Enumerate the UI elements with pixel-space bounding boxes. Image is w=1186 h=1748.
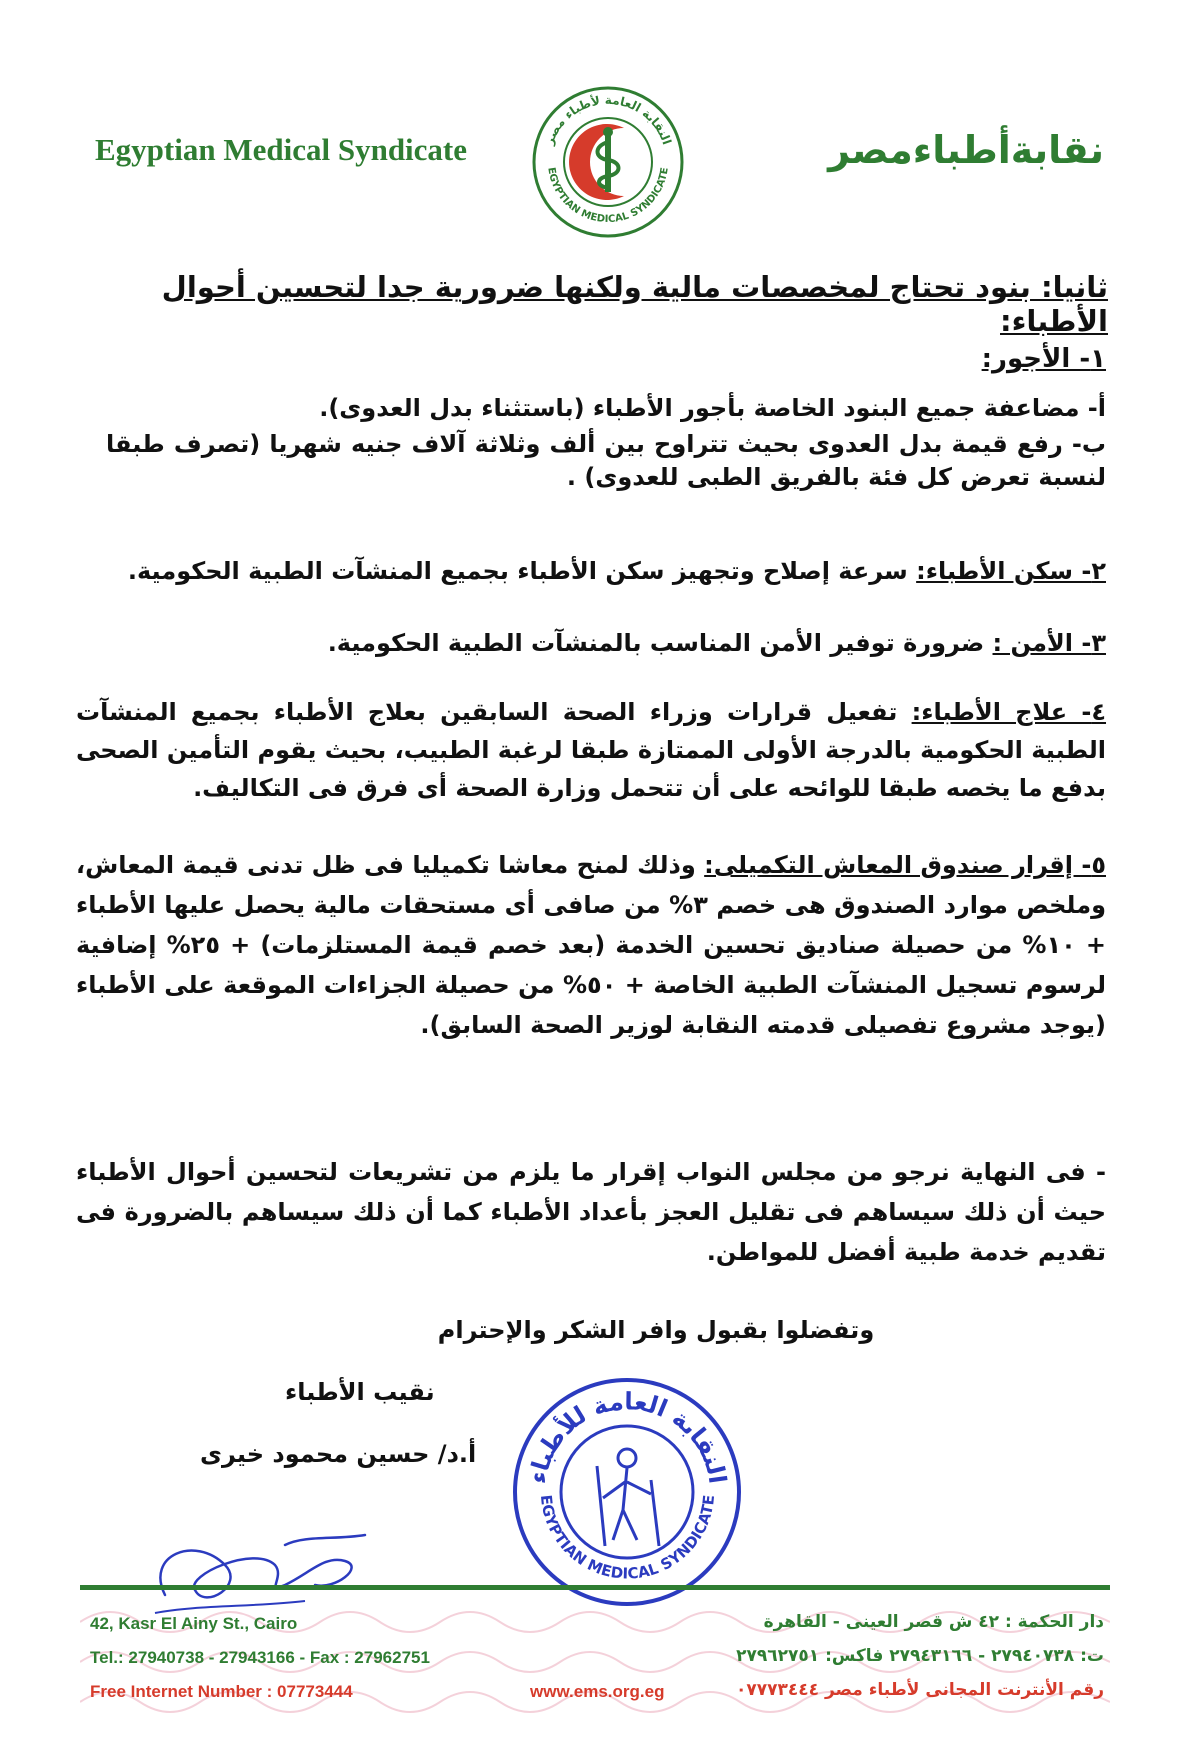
stamp-ring-english: EGYPTIAN MEDICAL SYNDICATE xyxy=(536,1494,719,1583)
security-item xyxy=(76,627,1106,660)
pension-item xyxy=(76,845,1106,1045)
housing-text: سرعة إصلاح وتجهيز سكن الأطباء بجميع المنشآت الطبية الحكومية. xyxy=(127,557,917,585)
pension-text: وذلك لمنح معاشا تكميليا فى ظل تدنى قيمة المعاش، وملخص موارد الصندوق هى خصم ٣% من صافى أى مستحقات مالية يحصل عليها الأطباء + ١٠% من حصيلة صناديق تحسين الخدمة (بعد خصم قيمة المستلزمات) + ٢٥% إضافية لرسوم تسجيل المنشآت الطبية الخاصة + ٥٠% من حصيلة الجزاءات الموقعة على الأطباء (يوجد مشروع تفصيلى قدمته النقابة لوزير الصحة السابق). xyxy=(76,851,1107,1039)
treatment-item xyxy=(76,693,1106,807)
wages-item-a: أ- مضاعفة جميع البنود الخاصة بأجور الأطباء (باستثناء بدل العدوى). xyxy=(319,394,1106,422)
footer-phones-ar: ت: ٢٧٩٤٠٧٣٨ - ٢٧٩٤٣١٦٦ فاكس: ٢٧٩٦٢٧٥١ xyxy=(736,1646,1104,1666)
footer-divider xyxy=(80,1585,1110,1590)
section-heading: ثانيا: بنود تحتاج لمخصصات مالية ولكنها ضرورية جدا لتحسين أحوال الأطباء: xyxy=(161,270,1108,338)
pension-title: ٥- إقرار صندوق المعاش التكميلى: xyxy=(704,851,1106,879)
footer-website: www.ems.org.eg xyxy=(530,1682,665,1701)
housing-title: ٢- سكن الأطباء: xyxy=(916,557,1106,585)
logo-ring-english: EGYPTIAN MEDICAL SYNDICATE xyxy=(545,166,671,226)
treatment-text: تفعيل قرارات وزراء الصحة السابقين بعلاج الأطباء بجميع المنشآت الطبية الحكومية بالدرجة الأولى الممتازة طبقا لرغبة الطبيب، بحيث يقوم التأمين الصحى بدفع ما يخصه طبقا للوائحه على أن تتحمل وزارة الصحة أى فرق فى التكاليف. xyxy=(76,698,1106,802)
treatment-title: ٤- علاج الأطباء: xyxy=(911,698,1107,726)
brand-name-arabic: نقابةأطباءمصر xyxy=(828,128,1104,172)
footer-internet-ar: رقم الأنترنت المجانى لأطباء مصر ٠٧٧٧٣٤٤٤ xyxy=(736,1680,1104,1700)
footer-phones-en: Tel.: 27940738 - 27943166 - Fax : 27962751 xyxy=(90,1648,430,1667)
official-stamp-icon xyxy=(505,1370,750,1615)
housing-item xyxy=(76,555,1106,588)
footer-address-ar: دار الحكمة : ٤٢ ش قصر العينى - القاهرة xyxy=(763,1612,1104,1632)
footer-address-en: 42, Kasr El Ainy St., Cairo xyxy=(90,1614,298,1633)
conclusion-paragraph: - فى النهاية نرجو من مجلس النواب إقرار ما يلزم من تشريعات لتحسين أحوال الأطباء حيث أن ذلك سيساهم فى تقليل العجز بأعداد الأطباء كما أن ذلك سيساهم بالضرورة فى تقديم خدمة طبية أفضل للمواطن. xyxy=(76,1158,1106,1266)
stamp-ring-arabic: النقابة العامة للأطباء xyxy=(523,1387,732,1486)
brand-name-english: Egyptian Medical Syndicate xyxy=(95,132,468,167)
wages-item-b: ب- رفع قيمة بدل العدوى بحيث تتراوح بين ألف وثلاثة آلاف جنيه شهريا (تصرف طبقا لنسبة تعرض كل فئة بالفريق الطبى للعدوى) . xyxy=(106,430,1106,491)
security-title: ٣- الأمن : xyxy=(992,629,1106,657)
signer-name: أ.د/ حسين محمود خيرى xyxy=(200,1440,477,1468)
logo-ring-arabic: النقابة العامة لأطباء مصر xyxy=(541,92,675,147)
syndicate-logo-icon xyxy=(528,82,688,242)
signer-title: نقيب الأطباء xyxy=(285,1378,435,1406)
footer-internet-en: Free Internet Number : 07773444 xyxy=(90,1682,353,1701)
wages-title: ١- الأجور: xyxy=(981,344,1106,374)
closing-regards: وتفضلوا بقبول وافر الشكر والإحترام xyxy=(437,1316,875,1344)
security-text: ضرورة توفير الأمن المناسب بالمنشآت الطبية الحكومية. xyxy=(327,629,993,657)
